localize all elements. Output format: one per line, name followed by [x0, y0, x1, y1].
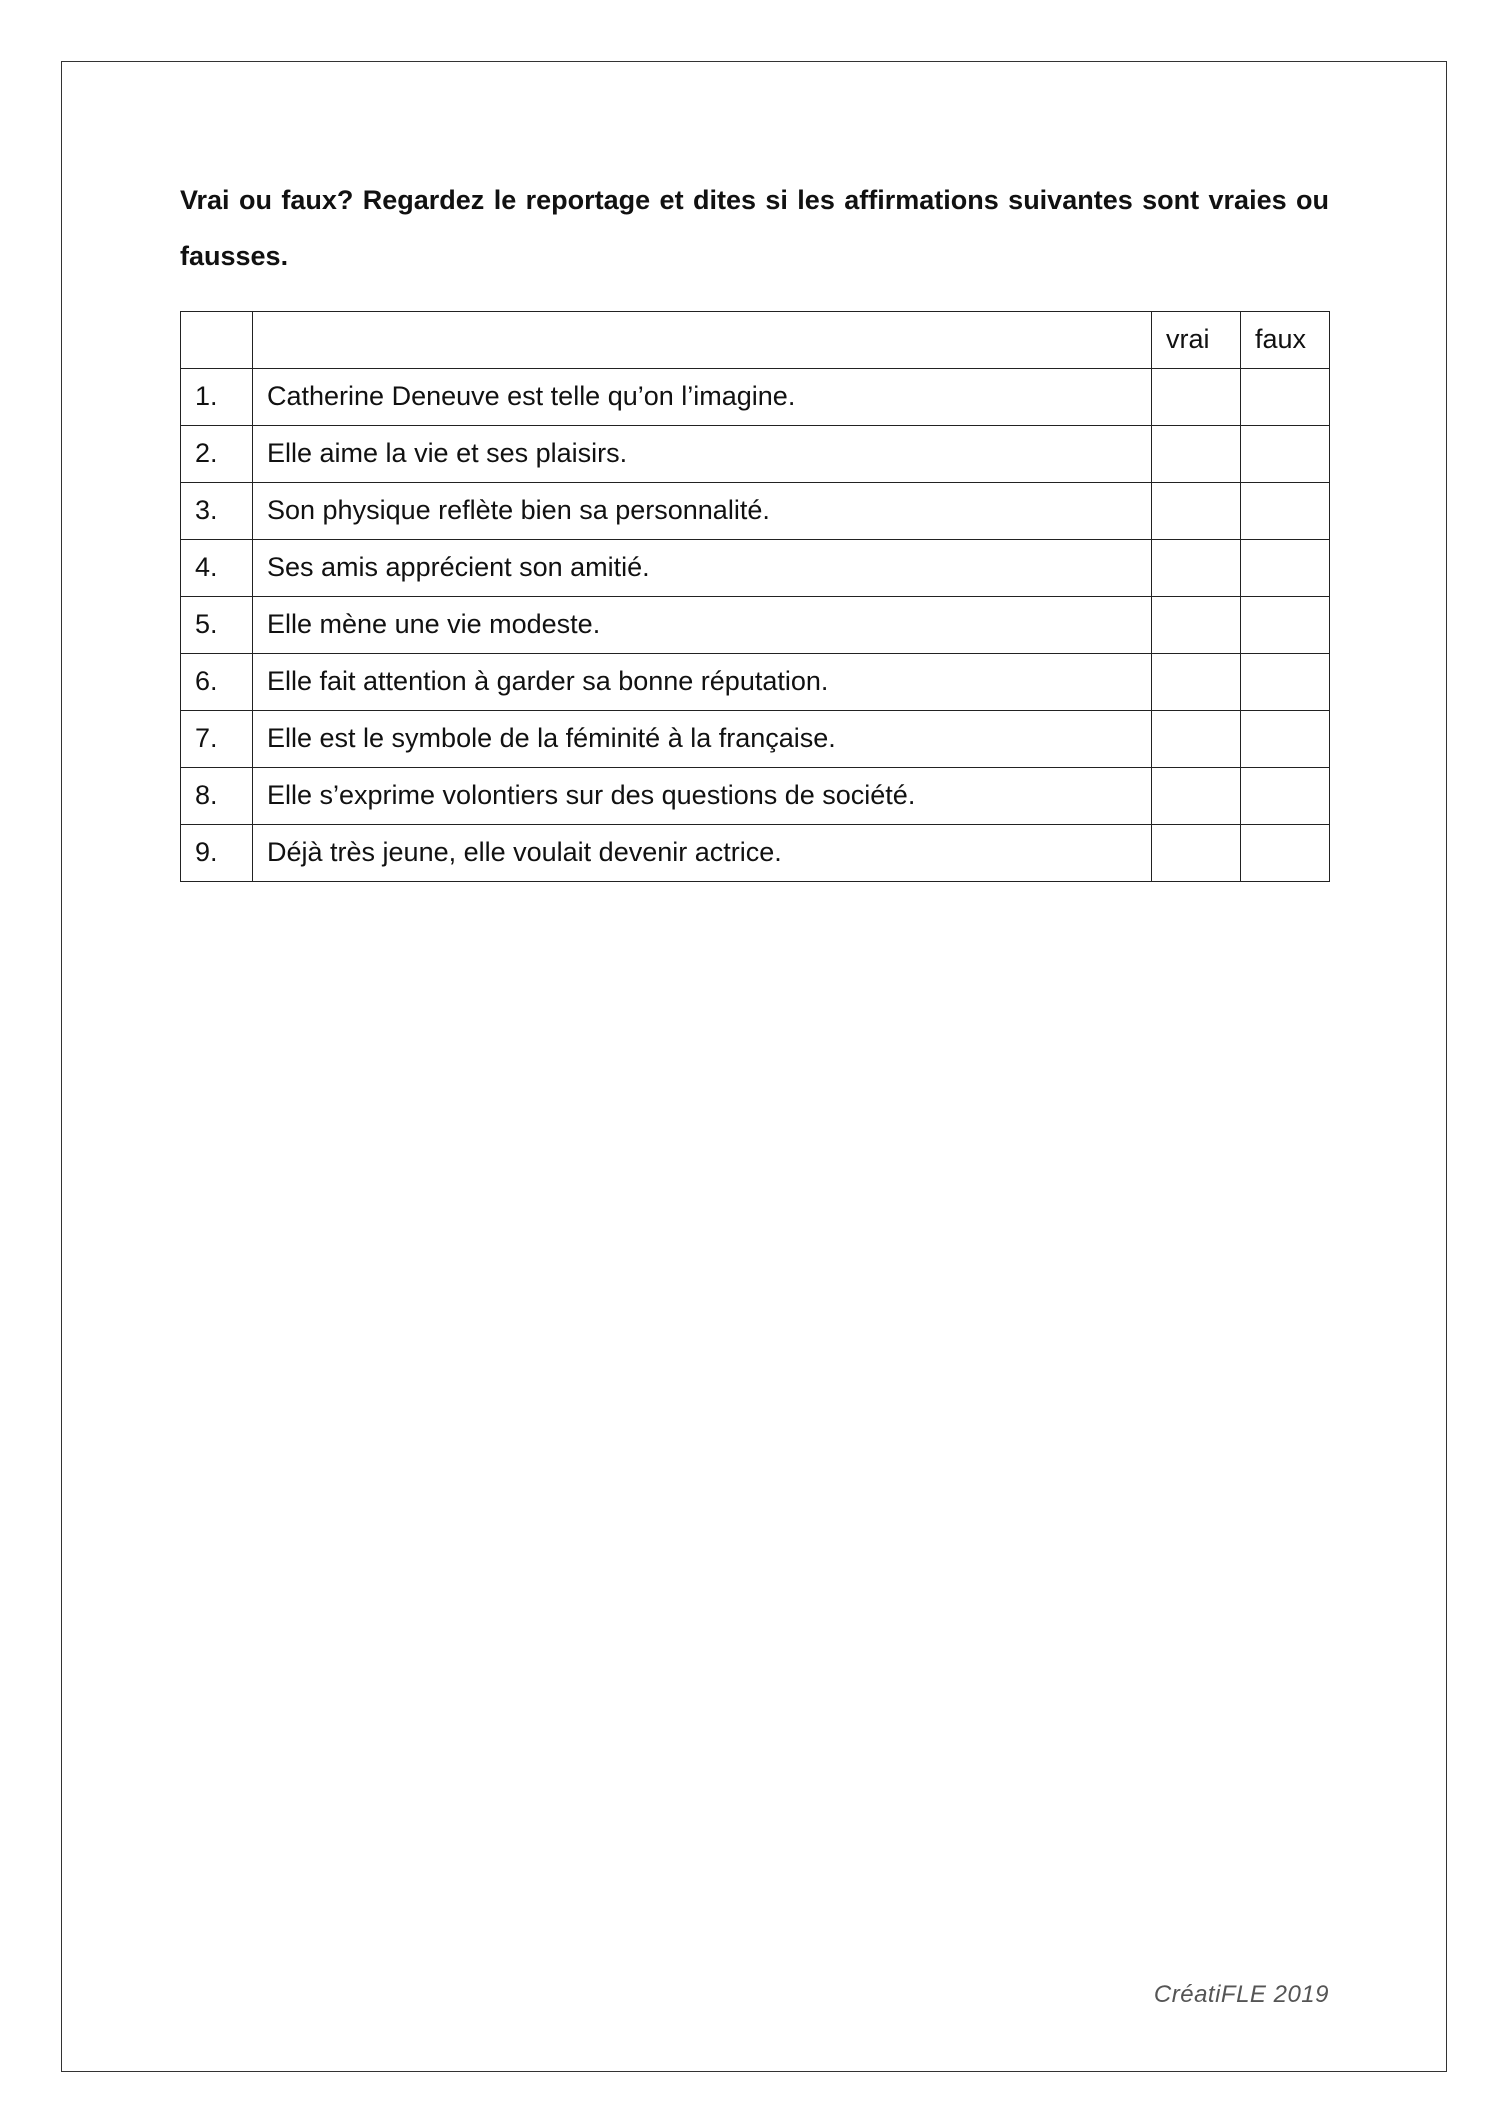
row-statement: Elle est le symbole de la féminité à la française.: [253, 711, 1152, 768]
table-row: [181, 597, 1330, 654]
faux-answer-cell[interactable]: [1241, 825, 1330, 882]
vrai-answer-cell[interactable]: [1152, 426, 1241, 483]
header-number: [181, 312, 253, 369]
row-number: 9.: [181, 825, 253, 882]
exercise-instruction: Vrai ou faux? Regardez le reportage et dites si les affirmations suivantes sont vraies ou fausses.: [180, 185, 1329, 271]
row-number: 2.: [181, 426, 253, 483]
row-number: 3.: [181, 483, 253, 540]
table-row: [181, 711, 1330, 768]
table-row: [181, 768, 1330, 825]
row-number: 8.: [181, 768, 253, 825]
vrai-answer-cell[interactable]: [1152, 597, 1241, 654]
header-vrai: vrai: [1152, 312, 1241, 369]
faux-answer-cell[interactable]: [1241, 768, 1330, 825]
row-statement: Déjà très jeune, elle voulait devenir actrice.: [253, 825, 1152, 882]
table-row: [181, 654, 1330, 711]
row-number: 1.: [181, 369, 253, 426]
row-statement: Ses amis apprécient son amitié.: [253, 540, 1152, 597]
faux-answer-cell[interactable]: [1241, 483, 1330, 540]
faux-answer-cell[interactable]: [1241, 654, 1330, 711]
row-statement: Elle aime la vie et ses plaisirs.: [253, 426, 1152, 483]
vrai-answer-cell[interactable]: [1152, 483, 1241, 540]
footer-credit: CréatiFLE 2019: [1153, 1981, 1329, 2008]
vrai-answer-cell[interactable]: [1152, 768, 1241, 825]
faux-answer-cell[interactable]: [1241, 597, 1330, 654]
faux-answer-cell[interactable]: [1241, 426, 1330, 483]
row-statement: Son physique reflète bien sa personnalité.: [253, 483, 1152, 540]
vrai-answer-cell[interactable]: [1152, 540, 1241, 597]
faux-answer-cell[interactable]: [1241, 711, 1330, 768]
table-row: [181, 540, 1330, 597]
row-statement: Elle fait attention à garder sa bonne réputation.: [253, 654, 1152, 711]
table-row: [181, 483, 1330, 540]
table-row: [181, 825, 1330, 882]
header-statement: [253, 312, 1152, 369]
table-row: [181, 426, 1330, 483]
row-number: 7.: [181, 711, 253, 768]
faux-answer-cell[interactable]: [1241, 369, 1330, 426]
row-statement: Elle s’exprime volontiers sur des questions de société.: [253, 768, 1152, 825]
header-faux: faux: [1241, 312, 1330, 369]
row-number: 6.: [181, 654, 253, 711]
vrai-answer-cell[interactable]: [1152, 711, 1241, 768]
vrai-answer-cell[interactable]: [1152, 654, 1241, 711]
true-false-table: [180, 311, 1330, 882]
faux-answer-cell[interactable]: [1241, 540, 1330, 597]
vrai-answer-cell[interactable]: [1152, 369, 1241, 426]
vrai-answer-cell[interactable]: [1152, 825, 1241, 882]
row-statement: Catherine Deneuve est telle qu’on l’imagine.: [253, 369, 1152, 426]
table-header-row: [181, 312, 1330, 369]
table-row: [181, 369, 1330, 426]
row-number: 4.: [181, 540, 253, 597]
row-number: 5.: [181, 597, 253, 654]
row-statement: Elle mène une vie modeste.: [253, 597, 1152, 654]
